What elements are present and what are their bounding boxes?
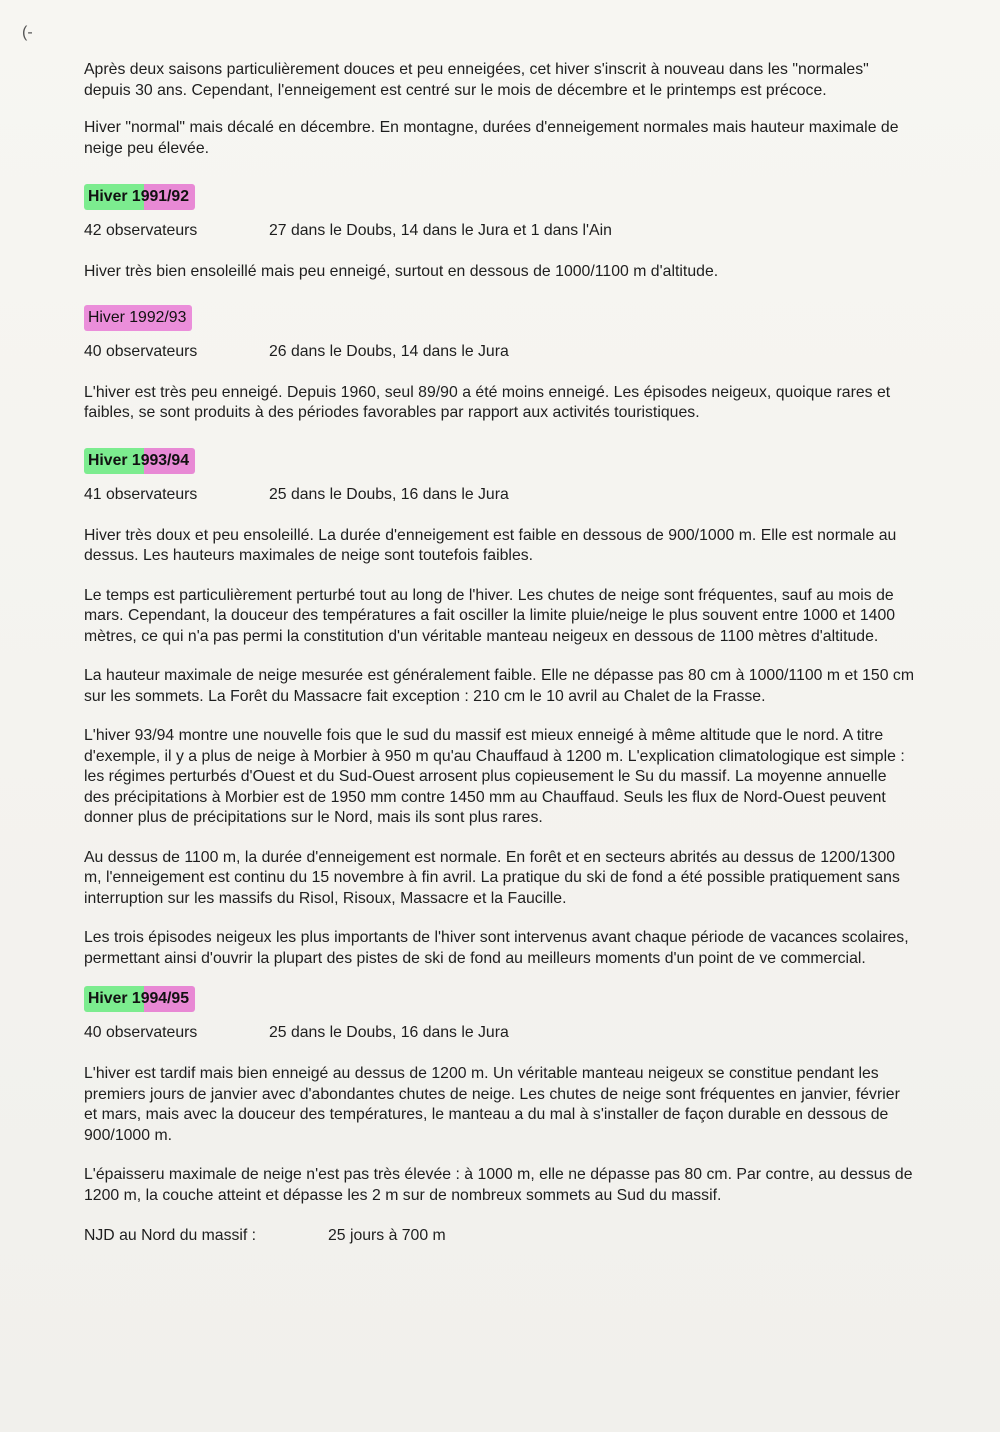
observer-row-1991-92	[84, 221, 914, 241]
paragraph-1993-94-6: Les trois épisodes neigeux les plus importants de l'hiver sont intervenus avant chaque période de vacances scolaires, permettant ainsi d'ouvrir la plupart des pistes de ski de fond au meilleurs moments d'un point de ve commercial.	[84, 929, 909, 967]
intro-paragraph-2: Hiver "normal" mais décalé en décembre. En montagne, durées d'enneigement normales mais hauteur maximale de neige peu élevée.	[84, 119, 899, 157]
njd-label: NJD au Nord du massif :	[84, 1227, 257, 1244]
observer-row-1993-94	[84, 485, 914, 505]
document-content	[84, 60, 914, 1246]
observer-count-1993-94: 41 observateurs	[84, 485, 198, 503]
njd-value: 25 jours à 700 m	[328, 1227, 446, 1244]
section-title-1994-95: Hiver 1994/95	[84, 986, 195, 1012]
observer-count-1992-93: 40 observateurs	[84, 342, 198, 360]
section-title-1992-93: Hiver 1992/93	[84, 305, 192, 331]
section-title-1991-92: Hiver 1991/92	[84, 184, 195, 210]
observer-count-1991-92: 42 observateurs	[84, 222, 198, 239]
paragraph-1994-95-2: L'épaisseru maximale de neige n'est pas très élevée : à 1000 m, elle ne dépasse pas 80 cm. Par contre, au dessus de 1200 m, la couche atteint et dépasse les 2 m sur de nombreux sommets au Sud du massif.	[84, 1166, 913, 1204]
observer-details-1994-95: 25 dans le Doubs, 16 dans le Jura	[269, 1024, 509, 1041]
paragraph-1994-95-1: L'hiver est tardif mais bien enneigé au dessus de 1200 m. Un véritable manteau neigeux se constitue pendant les premiers jours de janvier avec d'abondantes chutes de neige. Les chutes de neige sont fréquentes en janvier, février et mars, mais avec la douceur des températures, le manteau a du mal à s'installer de façon durable en dessous de 900/1000 m.	[84, 1065, 900, 1144]
corner-mark: (-	[22, 24, 33, 41]
intro-paragraph-1: Après deux saisons particulièrement douces et peu enneigées, cet hiver s'inscrit à nouveau dans les "normales" depuis 30 ans. Cependant, l'enneigement est centré sur le mois de décembre et le printemps est précoce.	[84, 61, 869, 99]
observer-details-1991-92: 27 dans le Doubs, 14 dans le Jura et 1 dans l'Ain	[269, 222, 612, 239]
paragraph-1993-94-4: L'hiver 93/94 montre une nouvelle fois que le sud du massif est mieux enneigé à même altitude que le nord. A titre d'exemple, il y a plus de neige à Morbier à 950 m qu'au Chauffaud à 1200 m. L'explication climatologique est simple : les régimes perturbés d'Ouest et du Sud-Ouest arrosent plus copieusement le Su du massif. La moyenne annuelle des précipitations à Morbier est de 1950 mm contre 1450 mm au Chauffaud. Seuls les flux de Nord-Ouest peuvent donner plus de précipitations sur le Nord, mais ils sont plus rares.	[84, 727, 905, 826]
paragraph-1993-94-3: La hauteur maximale de neige mesurée est généralement faible. Elle ne dépasse pas 80 cm à 1000/1100 m et 150 cm sur les sommets. La Forêt du Massacre fait exception : 210 cm le 10 avril au Chalet de la Frasse.	[84, 667, 915, 705]
observer-row-1994-95	[84, 1023, 914, 1043]
observer-details-1992-93: 26 dans le Doubs, 14 dans le Jura	[269, 342, 509, 360]
paragraph-1993-94-5: Au dessus de 1100 m, la durée d'enneigement est normale. En forêt et en secteurs abrités au dessus de 1200/1300 m, l'enneigement est continu du 15 novembre à fin avril. La pratique du ski de fond a été possible pratiquement sans interruption sur les massifs du Risol, Risoux, Massacre et la Faucille.	[84, 848, 900, 907]
paragraph-1991-92-1: Hiver très bien ensoleillé mais peu enneigé, surtout en dessous de 1000/1100 m d'altitude.	[84, 263, 719, 280]
observer-details-1993-94: 25 dans le Doubs, 16 dans le Jura	[269, 485, 509, 503]
njd-row	[84, 1226, 914, 1246]
paragraph-1993-94-2: Le temps est particulièrement perturbé tout au long de l'hiver. Les chutes de neige sont fréquentes, sauf au mois de mars. Cependant, la douceur des températures a fait osciller la limite pluie/neige le plus souvent entre 1000 et 1400 mètres, ce qui n'a pas permi la constitution d'un véritable manteau neigeux en dessous de 1100 mètres d'altitude.	[84, 586, 896, 645]
section-title-1993-94: Hiver 1993/94	[84, 448, 195, 474]
paragraph-1992-93-1: L'hiver est très peu enneigé. Depuis 1960, seul 89/90 a été moins enneigé. Les épisodes neigeux, quoique rares et faibles, se sont produits à des périodes favorables par rapport aux activités touristiques.	[84, 383, 891, 421]
observer-count-1994-95: 40 observateurs	[84, 1024, 198, 1041]
paragraph-1993-94-1: Hiver très doux et peu ensoleillé. La durée d'enneigement est faible en dessous de 900/1000 m. Elle est normale au dessus. Les hauteurs maximales de neige sont toutefois faibles.	[84, 526, 897, 564]
observer-row-1992-93	[84, 342, 914, 362]
